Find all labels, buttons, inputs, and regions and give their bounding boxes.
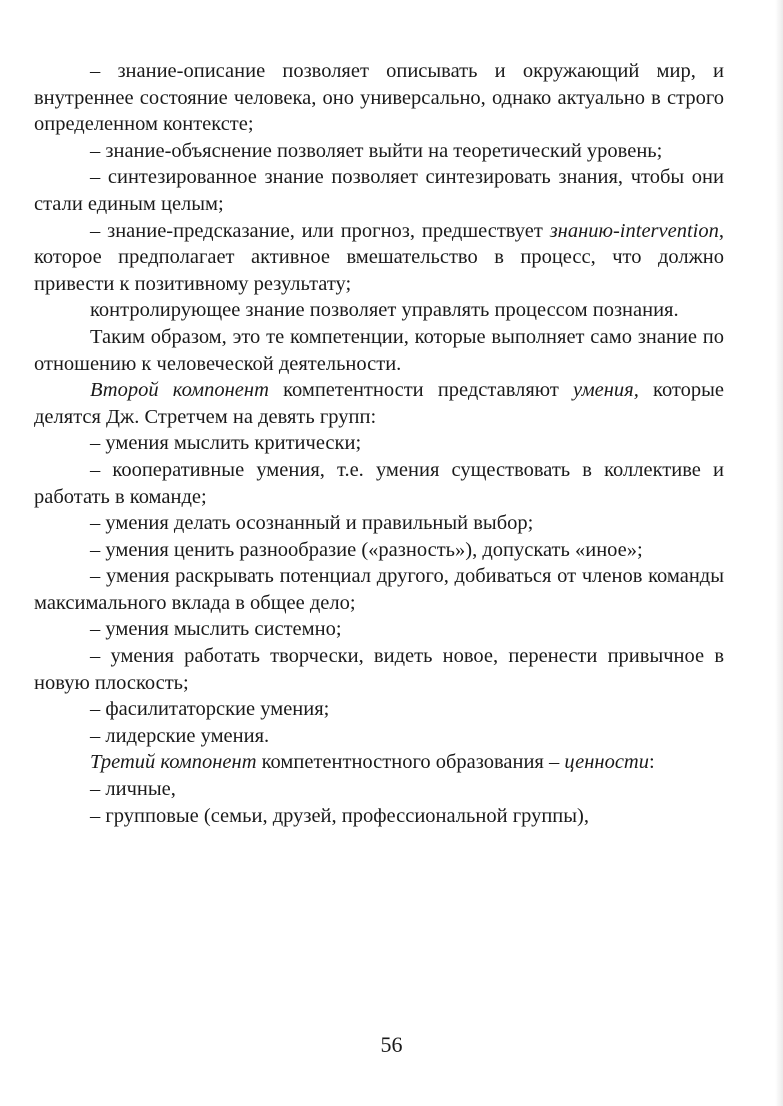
page-number: 56 <box>380 1032 403 1057</box>
paragraph: Второй компонент компетентности представляют умения, которые делятся Дж. Стретчем на девять групп: <box>34 379 724 428</box>
term-intervention: знанию-intervention <box>549 219 719 242</box>
term-third-component: Третий компонент <box>90 751 257 774</box>
page-edge-shadow <box>775 0 783 1106</box>
body-text <box>34 58 724 829</box>
list-item: – знание-предсказание, или прогноз, предшествует знанию-intervention, которое предполагает активное вмешательство в процесс, что должно привести к позитивному результату; <box>34 219 724 295</box>
list-item: – личные, <box>90 778 176 801</box>
list-item: – умения мыслить критически; <box>90 432 362 455</box>
list-item: – умения мыслить системно; <box>90 618 342 641</box>
list-item: – знание-объяснение позволяет выйти на теоретический уровень; <box>90 139 663 162</box>
list-item: – умения раскрывать потенциал другого, добиваться от членов команды максимального вклада в общее дело; <box>34 565 724 614</box>
list-item: – синтезированное знание позволяет синтезировать знания, чтобы они стали единым целым; <box>34 166 724 215</box>
list-item: – умения делать осознанный и правильный выбор; <box>90 512 534 535</box>
term-values: ценности <box>564 751 649 774</box>
paragraph: Третий компонент компетентностного образования – ценности: <box>90 751 655 774</box>
list-item: – умения работать творчески, видеть новое, перенести привычное в новую плоскость; <box>34 645 724 694</box>
list-item: – кооперативные умения, т.е. умения существовать в коллективе и работать в команде; <box>34 458 724 508</box>
list-item: контролирующее знание позволяет управлять процессом познания. <box>90 299 679 322</box>
term-second-component: Второй компонент <box>90 379 269 402</box>
list-item: – групповые (семьи, друзей, профессиональной группы), <box>90 804 590 827</box>
list-item: – фасилитаторские умения; <box>90 698 330 721</box>
term-skills: умения, <box>572 379 639 402</box>
paragraph: Таким образом, это те компетенции, которые выполняет само знание по отношению к человеческой деятельности. <box>34 325 724 375</box>
list-item: – лидерские умения. <box>90 724 270 747</box>
list-item: – знание-описание позволяет описывать и окружающий мир, и внутреннее состояние человека, оно универсально, однако актуально в строго определенном контексте; <box>34 60 724 136</box>
list-item: – умения ценить разнообразие («разность»), допускать «иное»; <box>90 538 643 561</box>
